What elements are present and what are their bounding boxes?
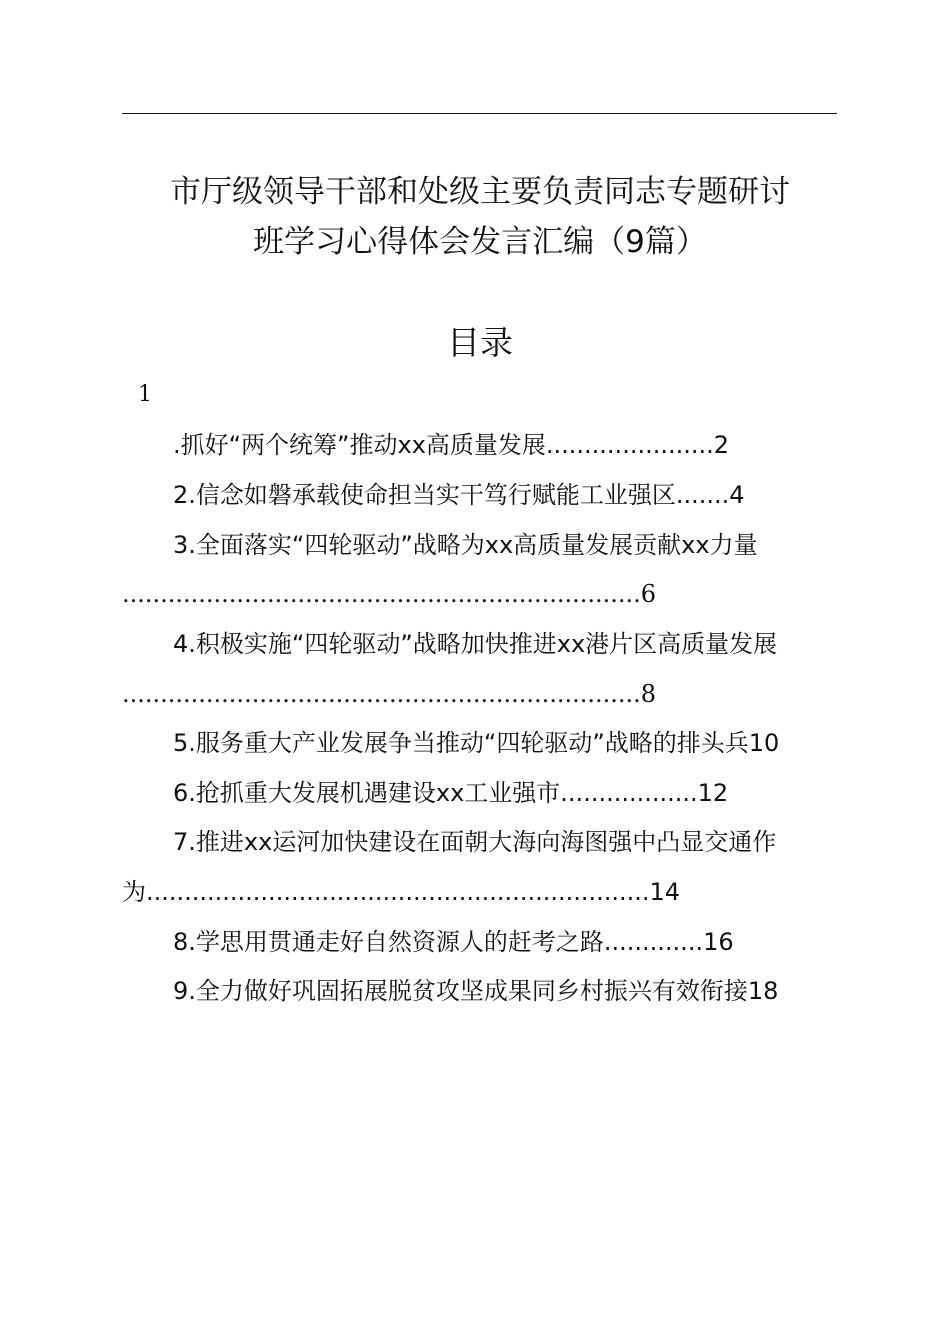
stray-number: 1 <box>138 382 152 407</box>
toc-entry-4-continuation[interactable]: ....................................................................8 <box>122 680 657 708</box>
toc-entry-2[interactable]: 2.信念如磐承载使命担当实干笃行赋能工业强区.......4 <box>173 481 745 509</box>
toc-entry-3-continuation[interactable]: ....................................................................6 <box>122 580 657 608</box>
toc-entry-4[interactable]: 4.积极实施“四轮驱动”战略加快推进xx港片区高质量发展 <box>173 630 778 658</box>
document-title-line1: 市厅级领导干部和处级主要负责同志专题研讨 <box>170 174 790 210</box>
toc-entry-6[interactable]: 6.抢抓重大发展机遇建设xx工业强市..................12 <box>173 779 729 807</box>
header-rule <box>122 113 837 114</box>
toc-entry-5[interactable]: 5.服务重大产业发展争当推动“四轮驱动”战略的排头兵10 <box>173 729 780 757</box>
toc-entry-3[interactable]: 3.全面落实“四轮驱动”战略为xx高质量发展贡献xx力量 <box>173 531 758 559</box>
toc-entry-7[interactable]: 7.推进xx运河加快建设在面朝大海向海图强中凸显交通作 <box>173 828 777 856</box>
toc-entry-9[interactable]: 9.全力做好巩固拓展脱贫攻坚成果同乡村振兴有效衔接18 <box>173 977 779 1005</box>
toc-heading: 目录 <box>447 323 513 362</box>
document-title-line2: 班学习心得体会发言汇编（9篇） <box>253 224 707 260</box>
toc-entry-1[interactable]: .抓好“两个统筹”推动xx高质量发展......................2 <box>173 431 730 459</box>
toc-entry-8[interactable]: 8.学思用贯通走好自然资源人的赶考之路.............16 <box>173 928 734 956</box>
toc-entry-7-continuation[interactable]: 为..................................................................14 <box>122 878 681 906</box>
